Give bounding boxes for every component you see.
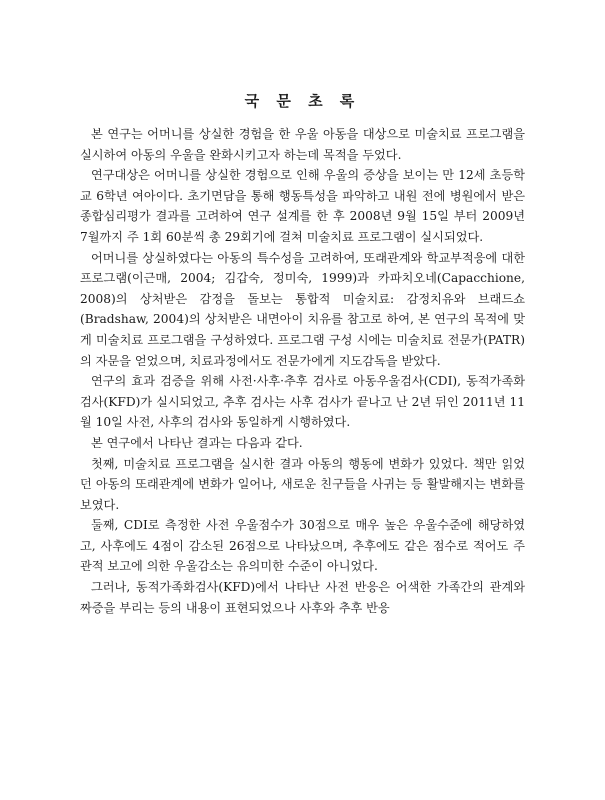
paragraph-method: 연구의 효과 검증을 위해 사전·사후·추후 검사로 아동우울검사(CDI), 동적가족화검사(KFD)가 실시되었고, 추후 검사는 사후 검사가 끝나고 난 2년 뒤인 2011년 11월 10일 사전, 사후의 검사와 동일하게 시행하였다.	[80, 374, 525, 430]
paragraph-result-third: 그러나, 동적가족화검사(KFD)에서 나타난 사전 반응은 어색한 가족간의 관계와 짜증을 부리는 등의 내용이 표현되었으나 사후와 추후 반응	[80, 580, 525, 615]
abstract-title: 국 문 초 록	[244, 92, 361, 110]
paragraph-purpose: 본 연구는 어머니를 상실한 경험을 한 우울 아동을 대상으로 미술치료 프로그램을 실시하여 아동의 우울을 완화시키고자 하는데 목적을 두었다.	[80, 127, 525, 162]
paragraph-program: 어머니를 상실하였다는 아동의 특수성을 고려하여, 또래관계와 학교부적응에 대한 프로그램(이근매, 2004; 김갑숙, 정미숙, 1999)과 카파치오네(Capacchione, 2008)의 상처받은 감정을 돌보는 통합적 미술치료: 감정치유와 브래드쇼(Bradshaw, 2004)의 상처받은 내면아이 치유를 참고로 하여, 본 연구의 목적에 맞게 미술치료 프로그램을 구성하였다. 프로그램 구성 시에는 미술치료 전문가(PATR)의 자문을 얻었으며, 치료과정에서도 전문가에게 지도감독을 받았다.	[80, 250, 525, 368]
paragraph-subject: 연구대상은 어머니를 상실한 경험으로 인해 우울의 증상을 보이는 만 12세 초등학교 6학년 여아이다. 초기면담을 통해 행동특성을 파악하고 내원 전에 병원에서 받은 종합심리평가 결과를 고려하여 연구 설계를 한 후 2008년 9월 15일 부터 2009년 7월까지 주 1회 60분씩 총 29회기에 걸쳐 미술치료 프로그램이 실시되었다.	[80, 168, 525, 244]
paragraph-results-intro: 본 연구에서 나타난 결과는 다음과 같다.	[91, 435, 303, 450]
abstract-body	[80, 124, 525, 618]
paragraph-result-first: 첫째, 미술치료 프로그램을 실시한 결과 아동의 행동에 변화가 있었다. 책만 읽었던 아동의 또래관계에 변화가 일어나, 새로운 친구들을 사귀는 등 활발해지는 변화를 보였다.	[80, 456, 525, 512]
paragraph-result-second: 둘째, CDI로 측정한 사전 우울점수가 30점으로 매우 높은 우울수준에 해당하였고, 사후에도 4점이 감소된 26점으로 나타났으며, 추후에도 같은 점수로 적어도 주관적 보고에 의한 우울감소는 유의미한 수준이 아니었다.	[80, 518, 525, 574]
